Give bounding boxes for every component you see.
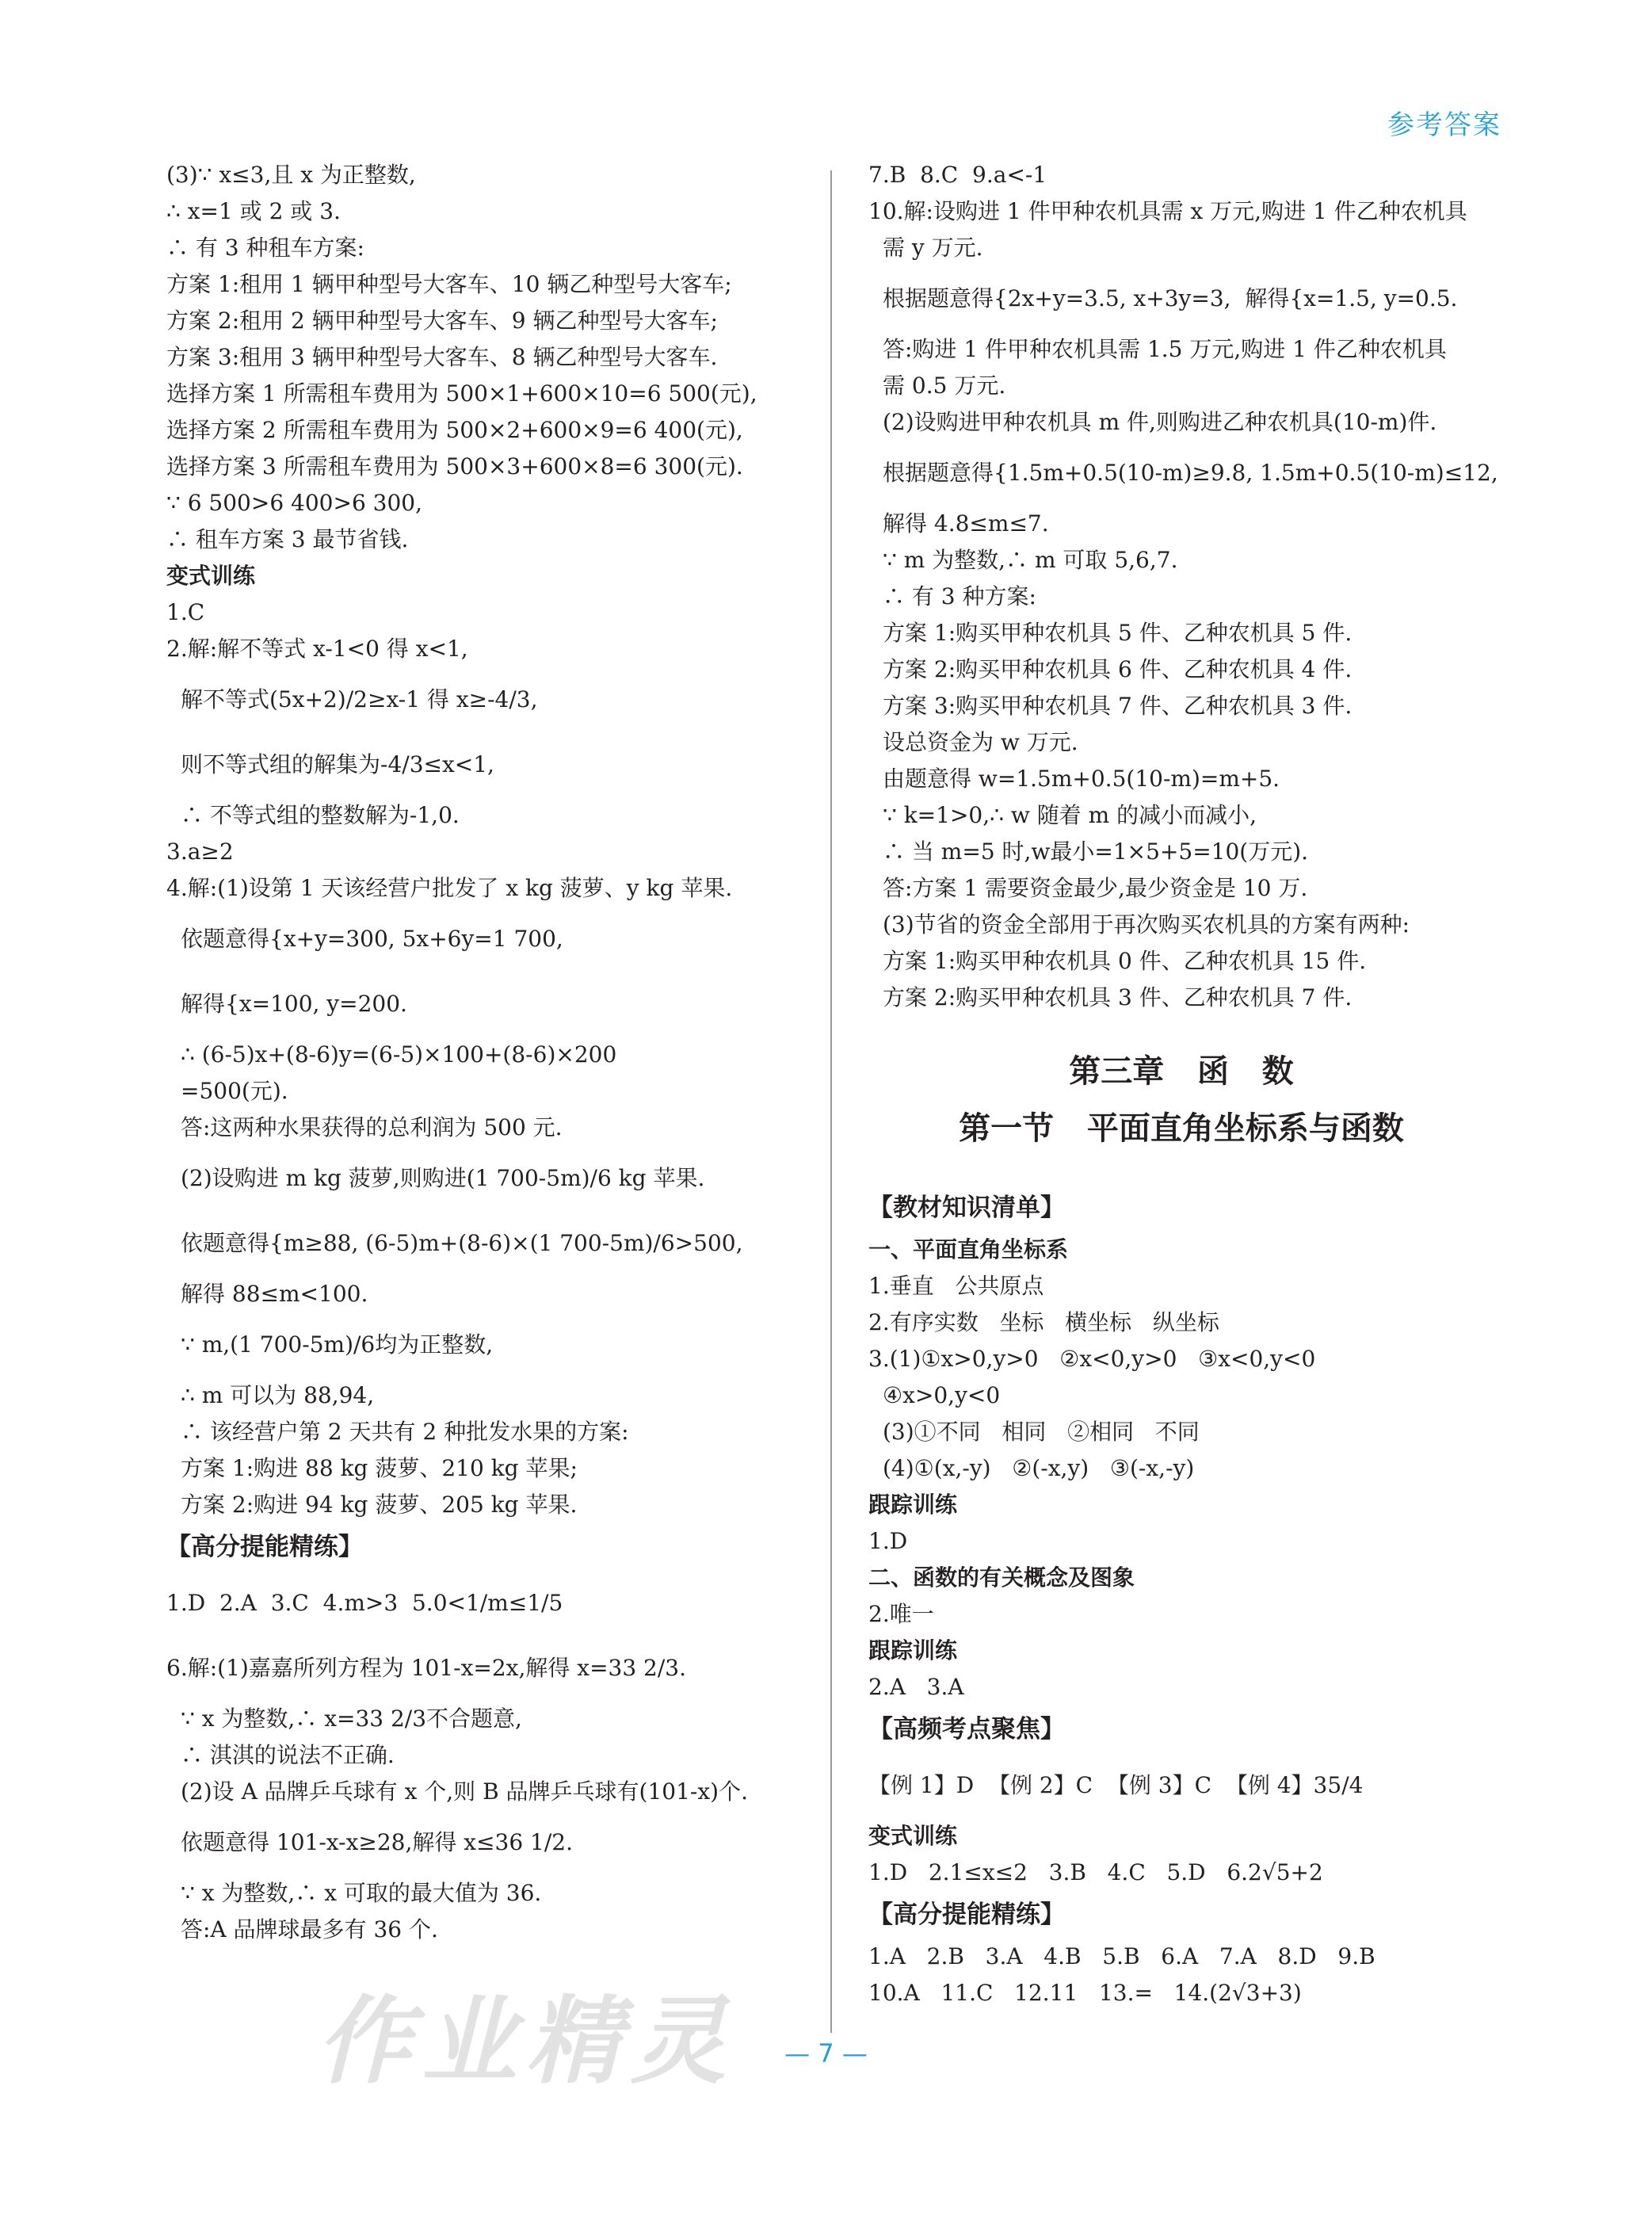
text-line: (3)①不同 相同 ②相同 不同 (883, 1419, 1200, 1445)
text-line: 解得 88≤m<100. (181, 1281, 368, 1307)
text-line: 3.a≥2 (166, 838, 234, 865)
text-line: 10.A 11.C 12.11 13.= 14.(2√3+3) (868, 1980, 1302, 2006)
text-line: 解不等式(5x+2)/2≥x-1 得 x≥-4/3, (181, 686, 538, 712)
text-line: (2)设购进 m kg 菠萝,则购进(1 700-5m)/6 kg 苹果. (181, 1165, 705, 1191)
page-number: — 7 — (784, 2038, 868, 2068)
text-line: =500(元). (181, 1078, 288, 1104)
text-line: 设总资金为 w 万元. (883, 729, 1078, 755)
text-line: 方案 3:购买甲种农机具 7 件、乙种农机具 3 件. (883, 693, 1353, 719)
text-line: 选择方案 2 所需租车费用为 500×2+600×9=6 400(元), (166, 417, 743, 443)
text-line: ∵ m 为整数,∴ m 可取 5,6,7. (883, 547, 1178, 573)
text-line: 2.有序实数 坐标 横坐标 纵坐标 (868, 1309, 1219, 1335)
text-line: ∴ x=1 或 2 或 3. (166, 198, 341, 224)
right-column (868, 157, 1498, 2011)
header-tag: 参考答案 (1387, 109, 1501, 141)
chapter-title: 第三章 函 数 (1069, 1053, 1294, 1090)
text-line: ∴ 有 3 种方案: (883, 583, 1036, 609)
text-line: 答:方案 1 需要资金最少,最少资金是 10 万. (883, 875, 1308, 901)
text-line: 2.解:解不等式 x-1<0 得 x<1, (166, 636, 468, 662)
section-heading: 【高分提能精练】 (868, 1900, 1065, 1929)
subheading: 变式训练 (868, 1823, 958, 1849)
text-line: 需 0.5 万元. (883, 372, 1006, 399)
section-heading: 【教材知识清单】 (868, 1194, 1065, 1222)
text-line: ④x>0,y<0 (883, 1382, 1001, 1408)
text-line: 依题意得{x+y=300, 5x+6y=1 700, (181, 926, 563, 952)
text-line: 答:购进 1 件甲种农机具需 1.5 万元,购进 1 件乙种农机具 (883, 336, 1447, 362)
text-line: ∴ m 可以为 88,94, (181, 1382, 375, 1408)
text-line: 答:这两种水果获得的总利润为 500 元. (181, 1114, 563, 1140)
text-line: ∴ 淇淇的说法不正确. (181, 1742, 395, 1768)
text-line: (3)∵ x≤3,且 x 为正整数, (166, 162, 416, 188)
text-line: 方案 2:购买甲种农机具 3 件、乙种农机具 7 件. (883, 984, 1353, 1010)
text-line: 1.D (868, 1528, 908, 1554)
text-line: 由题意得 w=1.5m+0.5(10-m)=m+5. (883, 766, 1280, 792)
subheading: 跟踪训练 (868, 1492, 958, 1518)
text-line: 10.解:设购进 1 件甲种农机具需 x 万元,购进 1 件乙种农机具 (868, 198, 1467, 224)
text-line: 根据题意得{2x+y=3.5, x+3y=3, 解得{x=1.5, y=0.5. (883, 285, 1458, 311)
text-line: 方案 1:购买甲种农机具 5 件、乙种农机具 5 件. (883, 620, 1353, 646)
left-column (166, 157, 800, 1948)
text-line: ∵ k=1>0,∴ w 随着 m 的减小而减小, (883, 802, 1257, 828)
text-line: (4)①(x,-y) ②(-x,y) ③(-x,-y) (883, 1455, 1195, 1481)
subheading: 一、平面直角坐标系 (868, 1236, 1069, 1262)
text-line: 方案 1:购进 88 kg 菠萝、210 kg 苹果; (181, 1455, 578, 1481)
text-line: 方案 1:购买甲种农机具 0 件、乙种农机具 15 件. (883, 948, 1367, 974)
text-line: 依题意得{m≥88, (6-5)m+(8-6)×(1 700-5m)/6>500, (181, 1230, 743, 1256)
text-line: 方案 2:购买甲种农机具 6 件、乙种农机具 4 件. (883, 656, 1353, 682)
text-line: 解得 4.8≤m≤7. (883, 510, 1049, 537)
text-line: 方案 3:租用 3 辆甲种型号大客车、8 辆乙种型号大客车. (166, 344, 718, 370)
text-line: ∵ x 为整数,∴ x=33 2/3不合题意, (181, 1706, 522, 1732)
text-line: 答:A 品牌球最多有 36 个. (181, 1916, 438, 1942)
text-line: ∴ 该经营户第 2 天共有 2 种批发水果的方案: (181, 1419, 629, 1445)
text-line: 6.解:(1)嘉嘉所列方程为 101-x=2x,解得 x=33 2/3. (166, 1655, 687, 1681)
text-line: 则不等式组的解集为-4/3≤x<1, (181, 751, 494, 777)
text-line: 4.解:(1)设第 1 天该经营户批发了 x kg 菠萝、y kg 苹果. (166, 875, 733, 901)
text-line: 选择方案 3 所需租车费用为 500×3+600×8=6 300(元). (166, 453, 743, 479)
section-title: 第一节 平面直角坐标系与函数 (959, 1110, 1404, 1147)
text-line: (2)设购进甲种农机具 m 件,则购进乙种农机具(10-m)件. (883, 409, 1437, 435)
text-line: 需 y 万元. (883, 235, 983, 261)
text-line: ∵ x 为整数,∴ x 可取的最大值为 36. (181, 1880, 542, 1906)
text-line: 解得{x=100, y=200. (181, 991, 407, 1017)
watermark-logo: 作业精灵 (317, 1987, 735, 2097)
text-line: 方案 2:购进 94 kg 菠萝、205 kg 苹果. (181, 1492, 578, 1518)
text-line: ∵ 6 500>6 400>6 300, (166, 490, 423, 516)
text-line: ∵ m,(1 700-5m)/6均为正整数, (181, 1331, 494, 1358)
text-line: 7.B 8.C 9.a<-1 (868, 162, 1047, 188)
text-line: 1.C (166, 599, 205, 625)
text-line: 3.(1)①x>0,y>0 ②x<0,y>0 ③x<0,y<0 (868, 1346, 1316, 1372)
text-line: 1.垂直 公共原点 (868, 1273, 1044, 1299)
text-line: 2.唯一 (868, 1601, 934, 1627)
text-line: ∴ 不等式组的整数解为-1,0. (181, 802, 460, 828)
text-line: (3)节省的资金全部用于再次购买农机具的方案有两种: (883, 911, 1410, 938)
text-line: 1.D 2.1≤x≤2 3.B 4.C 5.D 6.2√5+2 (868, 1859, 1323, 1885)
text-line: ∴ (6-5)x+(8-6)y=(6-5)×100+(8-6)×200 (181, 1041, 617, 1068)
text-line: 方案 1:租用 1 辆甲种型号大客车、10 辆乙种型号大客车; (166, 271, 732, 297)
text-line: ∴ 当 m=5 时,w最小=1×5+5=10(万元). (883, 838, 1309, 865)
text-line: 1.A 2.B 3.A 4.B 5.B 6.A 7.A 8.D 9.B (868, 1943, 1375, 1969)
subheading: 变式训练 (166, 563, 256, 589)
text-line: ∴ 有 3 种租车方案: (166, 235, 364, 261)
text-line: 选择方案 1 所需租车费用为 500×1+600×10=6 500(元), (166, 380, 757, 407)
text-line: 方案 2:租用 2 辆甲种型号大客车、9 辆乙种型号大客车; (166, 308, 718, 334)
text-line: 1.D 2.A 3.C 4.m>3 5.0<1/m≤1/5 (166, 1590, 563, 1616)
text-line: (2)设 A 品牌乒乓球有 x 个,则 B 品牌乒乓球有(101-x)个. (181, 1778, 748, 1805)
text-line: 依题意得 101-x-x≥28,解得 x≤36 1/2. (181, 1829, 573, 1855)
subheading: 跟踪训练 (868, 1637, 958, 1664)
section-heading: 【高频考点聚焦】 (868, 1715, 1065, 1744)
text-line: ∴ 租车方案 3 最节省钱. (166, 526, 409, 552)
text-line: 根据题意得{1.5m+0.5(10-m)≥9.8, 1.5m+0.5(10-m)≤12, (883, 460, 1498, 486)
column-divider (830, 170, 832, 2033)
section-heading: 【高分提能精练】 (166, 1533, 363, 1561)
text-line: 【例 1】D 【例 2】C 【例 3】C 【例 4】35/4 (868, 1772, 1364, 1798)
subheading: 二、函数的有关概念及图象 (868, 1564, 1135, 1591)
text-line: 2.A 3.A (868, 1674, 964, 1700)
